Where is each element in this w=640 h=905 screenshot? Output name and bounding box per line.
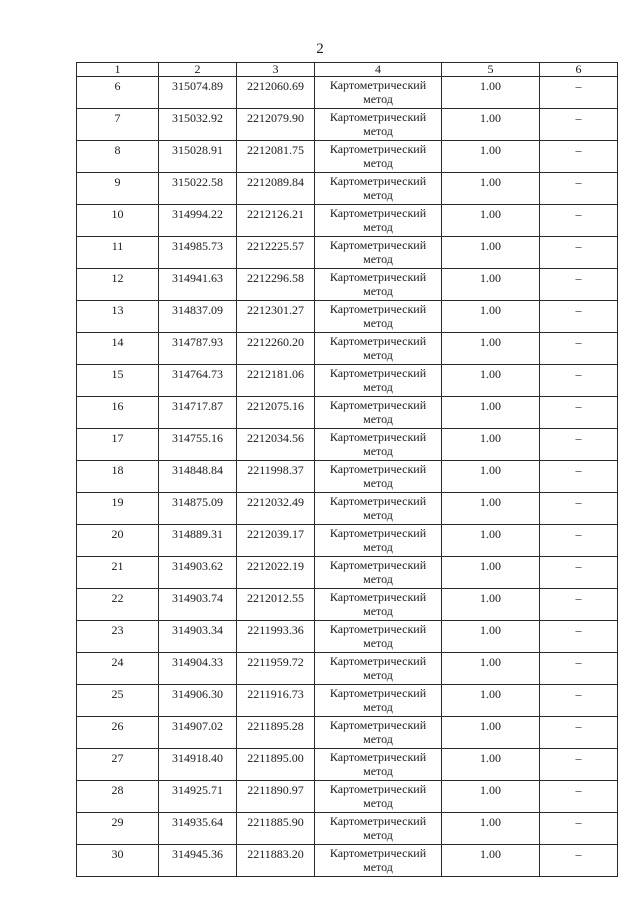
method-text-line2: метод (363, 412, 393, 426)
method-cell (315, 781, 442, 813)
method-text-line2: метод (363, 860, 393, 874)
accuracy-cell: 1.00 (442, 493, 540, 525)
method-text-line2: метод (363, 828, 393, 842)
page-number: 2 (316, 41, 324, 57)
table-row (77, 301, 618, 333)
table-row (77, 205, 618, 237)
point-number-cell: 16 (77, 397, 159, 429)
column-header-1: 1 (77, 63, 159, 77)
note-cell: – (540, 653, 618, 685)
x-coordinate-cell: 314764.73 (159, 365, 237, 397)
method-text-line1: Картометрический (329, 686, 427, 700)
method-text-line1: Картометрический (329, 334, 427, 348)
table-row (77, 269, 618, 301)
x-coordinate-cell: 314907.02 (159, 717, 237, 749)
x-coordinate-cell: 314717.87 (159, 397, 237, 429)
method-text-line1: Картометрический (329, 558, 427, 572)
method-cell (315, 749, 442, 781)
method-cell (315, 269, 442, 301)
method-cell (315, 493, 442, 525)
accuracy-cell: 1.00 (442, 269, 540, 301)
note-cell: – (540, 525, 618, 557)
method-text-line1: Картометрический (329, 718, 427, 732)
point-number-cell: 28 (77, 781, 159, 813)
method-cell (315, 237, 442, 269)
method-cell (315, 557, 442, 589)
x-coordinate-cell: 315074.89 (159, 77, 237, 109)
y-coordinate-cell: 2212075.16 (237, 397, 315, 429)
x-coordinate-cell: 314925.71 (159, 781, 237, 813)
y-coordinate-cell: 2212301.27 (237, 301, 315, 333)
x-coordinate-cell: 314906.30 (159, 685, 237, 717)
method-text-line2: метод (363, 604, 393, 618)
method-text-line1: Картометрический (329, 366, 427, 380)
column-header-2: 2 (159, 63, 237, 77)
method-text-line1: Картометрический (329, 750, 427, 764)
table-row (77, 813, 618, 845)
y-coordinate-cell: 2211959.72 (237, 653, 315, 685)
x-coordinate-cell: 314945.36 (159, 845, 237, 877)
y-coordinate-cell: 2211890.97 (237, 781, 315, 813)
method-text-line2: метод (363, 476, 393, 490)
point-number-cell: 6 (77, 77, 159, 109)
method-text-line1: Картометрический (329, 494, 427, 508)
accuracy-cell: 1.00 (442, 717, 540, 749)
method-cell (315, 621, 442, 653)
method-cell (315, 205, 442, 237)
accuracy-cell: 1.00 (442, 77, 540, 109)
x-coordinate-cell: 314985.73 (159, 237, 237, 269)
method-text-line2: метод (363, 508, 393, 522)
x-coordinate-cell: 314903.62 (159, 557, 237, 589)
table-row (77, 653, 618, 685)
x-coordinate-cell: 315032.92 (159, 109, 237, 141)
method-cell (315, 301, 442, 333)
accuracy-cell: 1.00 (442, 429, 540, 461)
method-text-line2: метод (363, 572, 393, 586)
x-coordinate-cell: 314994.22 (159, 205, 237, 237)
note-cell: – (540, 365, 618, 397)
method-cell (315, 397, 442, 429)
method-text-line2: метод (363, 732, 393, 746)
note-cell: – (540, 845, 618, 877)
x-coordinate-cell: 314848.84 (159, 461, 237, 493)
method-cell (315, 333, 442, 365)
method-text-line2: метод (363, 700, 393, 714)
column-header-3: 3 (237, 63, 315, 77)
accuracy-cell: 1.00 (442, 589, 540, 621)
y-coordinate-cell: 2211916.73 (237, 685, 315, 717)
note-cell: – (540, 301, 618, 333)
point-number-cell: 19 (77, 493, 159, 525)
y-coordinate-cell: 2212089.84 (237, 173, 315, 205)
table-row (77, 333, 618, 365)
point-number-cell: 27 (77, 749, 159, 781)
table-row (77, 237, 618, 269)
column-header-4: 4 (315, 63, 442, 77)
table-row (77, 557, 618, 589)
method-cell (315, 813, 442, 845)
y-coordinate-cell: 2211998.37 (237, 461, 315, 493)
method-text-line2: метод (363, 796, 393, 810)
y-coordinate-cell: 2212022.19 (237, 557, 315, 589)
method-text-line1: Картометрический (329, 110, 427, 124)
y-coordinate-cell: 2212039.17 (237, 525, 315, 557)
x-coordinate-cell: 314755.16 (159, 429, 237, 461)
accuracy-cell: 1.00 (442, 365, 540, 397)
note-cell: – (540, 813, 618, 845)
y-coordinate-cell: 2212060.69 (237, 77, 315, 109)
x-coordinate-cell: 314904.33 (159, 653, 237, 685)
accuracy-cell: 1.00 (442, 461, 540, 493)
accuracy-cell: 1.00 (442, 205, 540, 237)
x-coordinate-cell: 314837.09 (159, 301, 237, 333)
point-number-cell: 13 (77, 301, 159, 333)
y-coordinate-cell: 2212260.20 (237, 333, 315, 365)
method-cell (315, 525, 442, 557)
method-text-line2: метод (363, 668, 393, 682)
table-row (77, 717, 618, 749)
y-coordinate-cell: 2212012.55 (237, 589, 315, 621)
x-coordinate-cell: 314903.34 (159, 621, 237, 653)
point-number-cell: 29 (77, 813, 159, 845)
method-text-line1: Картометрический (329, 174, 427, 188)
column-header-6: 6 (540, 63, 618, 77)
method-text-line2: метод (363, 220, 393, 234)
point-number-cell: 14 (77, 333, 159, 365)
point-number-cell: 26 (77, 717, 159, 749)
table-row (77, 397, 618, 429)
method-text-line2: метод (363, 188, 393, 202)
y-coordinate-cell: 2212126.21 (237, 205, 315, 237)
method-text-line1: Картометрический (329, 398, 427, 412)
y-coordinate-cell: 2212034.56 (237, 429, 315, 461)
point-number-cell: 17 (77, 429, 159, 461)
point-number-cell: 12 (77, 269, 159, 301)
table-row (77, 749, 618, 781)
method-text-line1: Картометрический (329, 654, 427, 668)
point-number-cell: 24 (77, 653, 159, 685)
point-number-cell: 23 (77, 621, 159, 653)
note-cell: – (540, 269, 618, 301)
method-text-line1: Картометрический (329, 238, 427, 252)
table-row (77, 525, 618, 557)
coordinates-table (76, 62, 618, 877)
table-row (77, 589, 618, 621)
note-cell: – (540, 237, 618, 269)
accuracy-cell: 1.00 (442, 397, 540, 429)
note-cell: – (540, 781, 618, 813)
accuracy-cell: 1.00 (442, 557, 540, 589)
point-number-cell: 15 (77, 365, 159, 397)
method-text-line2: метод (363, 284, 393, 298)
note-cell: – (540, 621, 618, 653)
accuracy-cell: 1.00 (442, 333, 540, 365)
y-coordinate-cell: 2211895.00 (237, 749, 315, 781)
note-cell: – (540, 109, 618, 141)
method-text-line1: Картометрический (329, 462, 427, 476)
table-row (77, 685, 618, 717)
accuracy-cell: 1.00 (442, 237, 540, 269)
method-text-line1: Картометрический (329, 814, 427, 828)
method-text-line2: метод (363, 92, 393, 106)
y-coordinate-cell: 2212081.75 (237, 141, 315, 173)
table-header-row (77, 63, 618, 77)
method-cell (315, 461, 442, 493)
accuracy-cell: 1.00 (442, 621, 540, 653)
accuracy-cell: 1.00 (442, 845, 540, 877)
point-number-cell: 8 (77, 141, 159, 173)
table-row (77, 493, 618, 525)
y-coordinate-cell: 2212296.58 (237, 269, 315, 301)
method-text-line2: метод (363, 156, 393, 170)
table-row (77, 621, 618, 653)
y-coordinate-cell: 2211883.20 (237, 845, 315, 877)
method-cell (315, 141, 442, 173)
method-text-line1: Картометрический (329, 526, 427, 540)
table-body (77, 77, 618, 877)
table-row (77, 365, 618, 397)
method-text-line2: метод (363, 316, 393, 330)
accuracy-cell: 1.00 (442, 109, 540, 141)
method-text-line2: метод (363, 348, 393, 362)
point-number-cell: 9 (77, 173, 159, 205)
method-text-line1: Картометрический (329, 142, 427, 156)
method-text-line2: метод (363, 124, 393, 138)
accuracy-cell: 1.00 (442, 685, 540, 717)
method-text-line1: Картометрический (329, 782, 427, 796)
note-cell: – (540, 749, 618, 781)
accuracy-cell: 1.00 (442, 749, 540, 781)
accuracy-cell: 1.00 (442, 173, 540, 205)
point-number-cell: 7 (77, 109, 159, 141)
method-text-line1: Картометрический (329, 302, 427, 316)
table-row (77, 845, 618, 877)
method-cell (315, 365, 442, 397)
method-text-line2: метод (363, 444, 393, 458)
method-text-line1: Картометрический (329, 270, 427, 284)
table-row (77, 429, 618, 461)
table-row (77, 461, 618, 493)
table-row (77, 173, 618, 205)
point-number-cell: 25 (77, 685, 159, 717)
method-cell (315, 109, 442, 141)
method-text-line1: Картометрический (329, 430, 427, 444)
accuracy-cell: 1.00 (442, 301, 540, 333)
point-number-cell: 30 (77, 845, 159, 877)
method-text-line2: метод (363, 636, 393, 650)
note-cell: – (540, 589, 618, 621)
y-coordinate-cell: 2212181.06 (237, 365, 315, 397)
table-row (77, 109, 618, 141)
note-cell: – (540, 429, 618, 461)
y-coordinate-cell: 2212225.57 (237, 237, 315, 269)
note-cell: – (540, 77, 618, 109)
method-text-line2: метод (363, 380, 393, 394)
method-text-line1: Картометрический (329, 590, 427, 604)
method-cell (315, 845, 442, 877)
y-coordinate-cell: 2211895.28 (237, 717, 315, 749)
accuracy-cell: 1.00 (442, 141, 540, 173)
accuracy-cell: 1.00 (442, 525, 540, 557)
x-coordinate-cell: 314875.09 (159, 493, 237, 525)
method-cell (315, 717, 442, 749)
x-coordinate-cell: 314787.93 (159, 333, 237, 365)
note-cell: – (540, 205, 618, 237)
table-row (77, 77, 618, 109)
method-cell (315, 173, 442, 205)
method-cell (315, 589, 442, 621)
method-text-line2: метод (363, 252, 393, 266)
point-number-cell: 18 (77, 461, 159, 493)
accuracy-cell: 1.00 (442, 781, 540, 813)
y-coordinate-cell: 2211993.36 (237, 621, 315, 653)
method-text-line1: Картометрический (329, 622, 427, 636)
table-row (77, 141, 618, 173)
y-coordinate-cell: 2212079.90 (237, 109, 315, 141)
x-coordinate-cell: 314889.31 (159, 525, 237, 557)
y-coordinate-cell: 2211885.90 (237, 813, 315, 845)
column-header-5: 5 (442, 63, 540, 77)
x-coordinate-cell: 314918.40 (159, 749, 237, 781)
point-number-cell: 20 (77, 525, 159, 557)
note-cell: – (540, 397, 618, 429)
note-cell: – (540, 557, 618, 589)
point-number-cell: 11 (77, 237, 159, 269)
accuracy-cell: 1.00 (442, 653, 540, 685)
method-text-line2: метод (363, 540, 393, 554)
table-row (77, 781, 618, 813)
method-cell (315, 653, 442, 685)
y-coordinate-cell: 2212032.49 (237, 493, 315, 525)
point-number-cell: 10 (77, 205, 159, 237)
note-cell: – (540, 173, 618, 205)
x-coordinate-cell: 314941.63 (159, 269, 237, 301)
note-cell: – (540, 685, 618, 717)
x-coordinate-cell: 314903.74 (159, 589, 237, 621)
note-cell: – (540, 461, 618, 493)
method-cell (315, 77, 442, 109)
method-text-line1: Картометрический (329, 78, 427, 92)
method-text-line1: Картометрический (329, 206, 427, 220)
note-cell: – (540, 333, 618, 365)
point-number-cell: 22 (77, 589, 159, 621)
method-cell (315, 429, 442, 461)
note-cell: – (540, 493, 618, 525)
accuracy-cell: 1.00 (442, 813, 540, 845)
x-coordinate-cell: 314935.64 (159, 813, 237, 845)
method-text-line1: Картометрический (329, 846, 427, 860)
method-text-line2: метод (363, 764, 393, 778)
method-cell (315, 685, 442, 717)
point-number-cell: 21 (77, 557, 159, 589)
x-coordinate-cell: 315022.58 (159, 173, 237, 205)
x-coordinate-cell: 315028.91 (159, 141, 237, 173)
note-cell: – (540, 141, 618, 173)
note-cell: – (540, 717, 618, 749)
